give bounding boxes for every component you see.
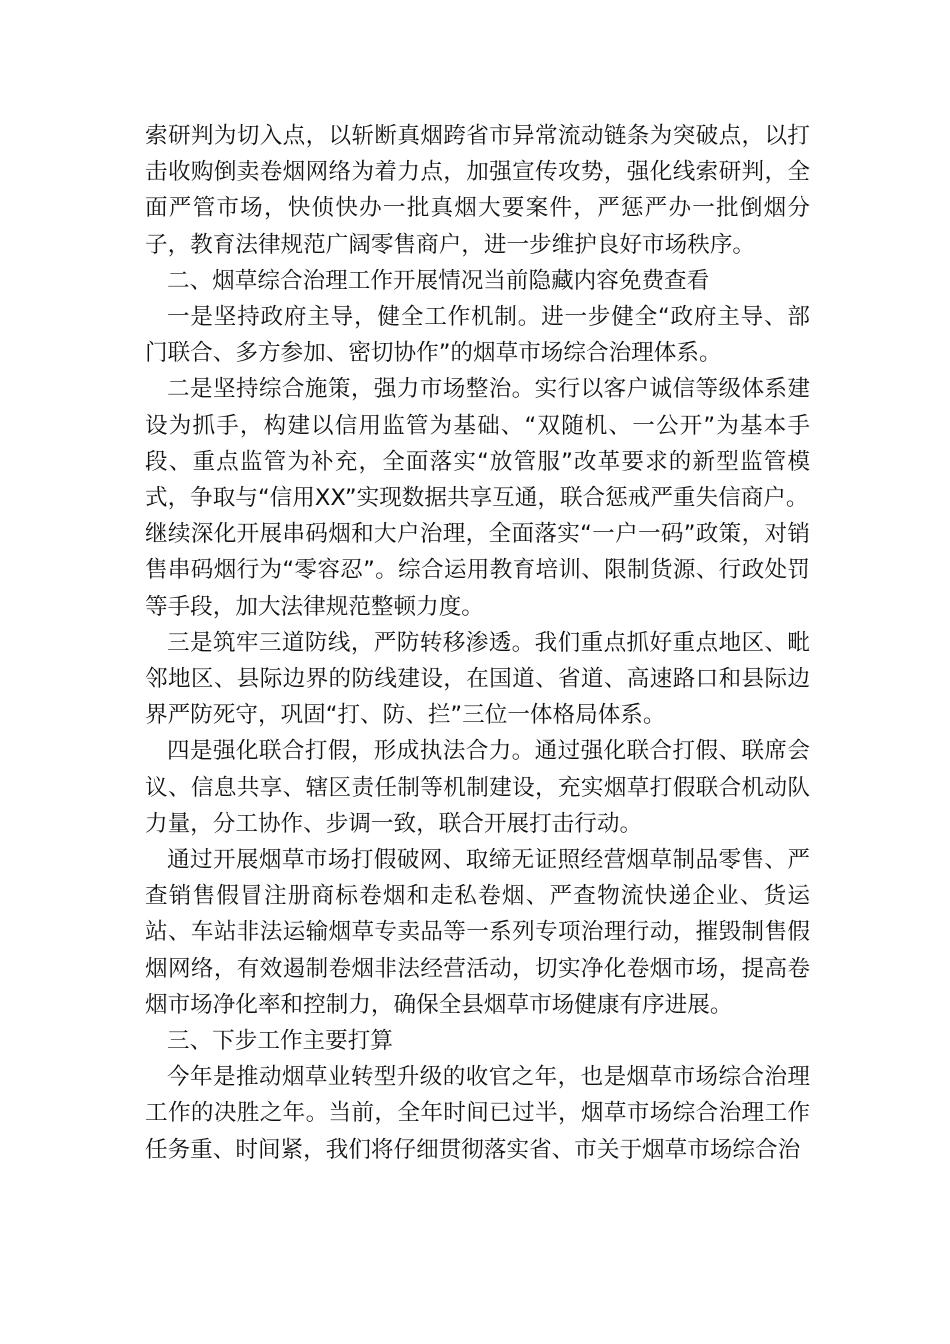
paragraph-6: 三是筑牢三道防线，严防转移渗透。我们重点抓好重点地区、毗邻地区、县际边界的防线建设，在国道、省道、高速路口和县际边界严防死守，巩固“打、防、拦”三位一体格局体系。 (145, 629, 810, 729)
document-body (145, 118, 810, 1168)
paragraph-7: 四是强化联合打假，形成执法合力。通过强化联合打假、联席会议、信息共享、辖区责任制等机制建设，充实烟草打假联合机动队力量，分工协作、步调一致，联合开展打击行动。 (145, 738, 810, 837)
paragraph-1: 索研判为切入点，以斩断真烟跨省市异常流动链条为突破点，以打击收购倒卖卷烟网络为着力点，加强宣传攻势，强化线索研判，全面严管市场，快侦快办一批真烟大要案件，严惩严办一批倒烟分子，教育法律规范广阔零售商户，进一步维护良好市场秩序。 (145, 123, 810, 258)
paragraph-8: 通过开展烟草市场打假破网、取缔无证照经营烟草制品零售、严查销售假冒注册商标卷烟和走私卷烟、严查物流快递企业、货运站、车站非法运输烟草专卖品等一系列专项治理行动，摧毁制售假烟网络，有效遏制卷烟非法经营活动，切实净化卷烟市场，提高卷烟市场净化率和控制力，确保全县烟草市场健康有序进展。 (145, 847, 810, 1018)
paragraph-10: 今年是推动烟草业转型升级的收官之年，也是烟草市场综合治理工作的决胜之年。当前，全年时间已过半，烟草市场综合治理工作任务重、时间紧，我们将仔细贯彻落实省、市关于烟草市场综合治 (145, 1064, 810, 1163)
paragraph-5: 继续深化开展串码烟和大户治理，全面落实“一户一码”政策，对销售串码烟行为“零容忍”。综合运用教育培训、限制货源、行政处罚等手段，加大法律规范整顿力度。 (145, 521, 810, 620)
section-heading-2: 二、烟草综合治理工作开展情况当前隐藏内容免费查看 (167, 267, 710, 294)
paragraph-4: 二是坚持综合施策，强力市场整治。实行以客户诚信等级体系建设为抓手，构建以信用监管为基础、“双随机、一公开”为基本手段、重点监管为补充，全面落实“放管服”改革要求的新型监管模式，争取与“信用XX”实现数据共享互通，联合惩戒严重失信商户。 (145, 376, 810, 512)
section-heading-3: 三、下步工作主要打算 (167, 1028, 393, 1055)
paragraph-3: 一是坚持政府主导，健全工作机制。进一步健全“政府主导、部门联合、多方参加、密切协作”的烟草市场综合治理体系。 (145, 304, 810, 367)
